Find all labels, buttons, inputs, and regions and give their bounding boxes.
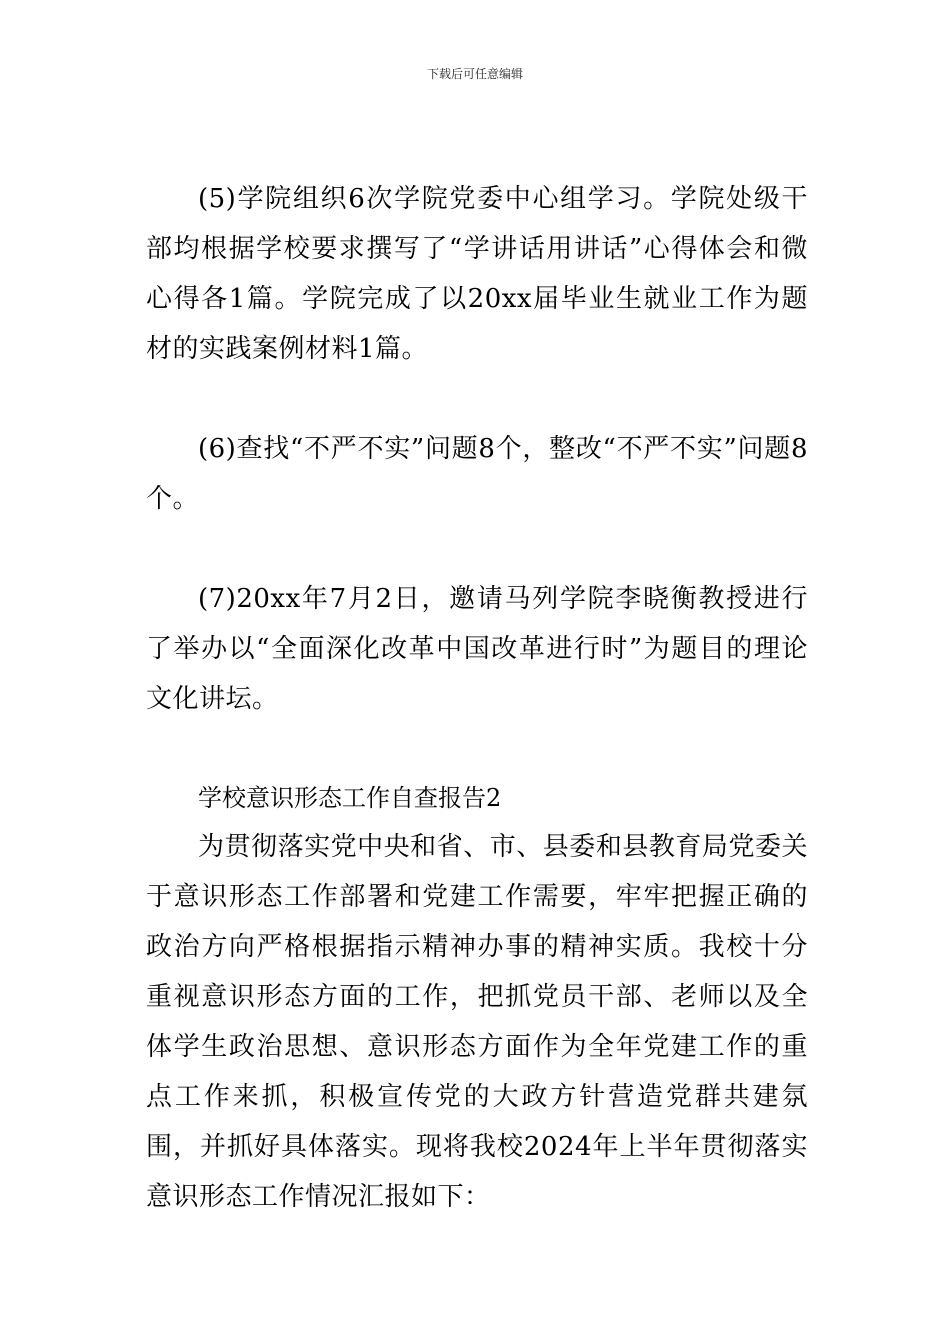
- paragraph-item-7: (7)20xx年7月2日，邀请马列学院李晓衡教授进行了举办以“全面深化改革中国改革进行时”为题目的理论文化讲坛。: [146, 584, 808, 714]
- paragraph-item-6: (6)查找“不严不实”问题8个，整改“不严不实”问题8个。: [146, 434, 808, 514]
- section-title: 学校意识形态工作自查报告2: [198, 784, 502, 812]
- header-note: 下载后可任意编辑: [426, 67, 523, 81]
- paragraph-item-5: (5)学院组织6次学院党委中心组学习。学院处级干部均根据学校要求撰写了“学讲话用讲话”心得体会和微心得各1篇。学院完成了以20xx届毕业生就业工作为题材的实践案例材料1篇。: [146, 184, 808, 364]
- section-body-paragraph: 为贯彻落实党中央和省、市、县委和县教育局党委关于意识形态工作部署和党建工作需要，牢牢把握正确的政治方向严格根据指示精神办事的精神实质。我校十分重视意识形态方面的工作，把抓党员干部、老师以及全体学生政治思想、意识形态方面作为全年党建工作的重点工作来抓，积极宣传党的大政方针营造党群共建氛围，并抓好具体落实。现将我校2024年上半年贯彻落实意识形态工作情况汇报如下：: [146, 832, 808, 1212]
